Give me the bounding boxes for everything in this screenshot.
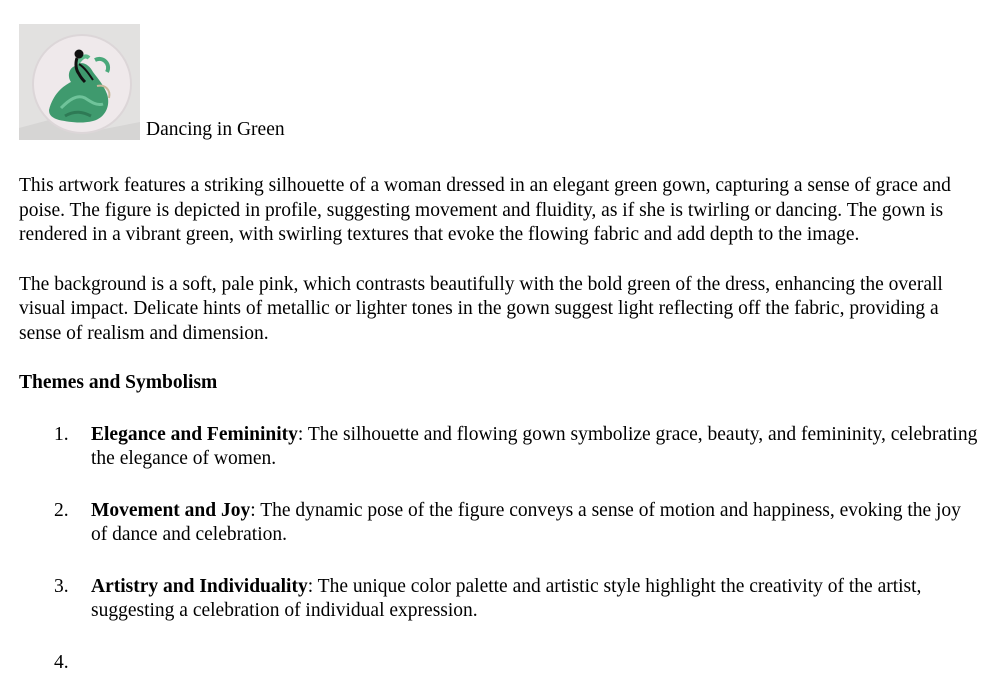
artwork-thumbnail-image	[19, 24, 140, 140]
list-number: 3.	[54, 575, 69, 600]
dancing-woman-painting-icon	[19, 24, 140, 140]
artwork-header	[19, 19, 979, 140]
theme-description: : The silhouette and flowing gown symbolize grace, beauty, and femininity, celebrating the elegance of women.	[91, 424, 977, 470]
artwork-title: Dancing in Green	[146, 118, 285, 142]
list-number: 4.	[54, 651, 69, 675]
theme-term: Elegance and Femininity	[91, 424, 298, 445]
themes-list	[19, 423, 979, 624]
list-item	[19, 499, 979, 548]
theme-term: Movement and Joy	[91, 500, 250, 521]
list-item	[19, 423, 979, 472]
description-paragraph: This artwork features a striking silhouette of a woman dressed in an elegant green gown, capturing a sense of grace and poise. The figure is depicted in profile, suggesting movement and fluidity, as if she is twirling or dancing. The gown is rendered in a vibrant green, with swirling textures that evoke the flowing fabric and add depth to the image.	[19, 174, 979, 248]
list-item	[19, 575, 979, 624]
list-number: 1.	[54, 423, 69, 448]
document-page	[19, 19, 979, 651]
themes-heading: Themes and Symbolism	[19, 371, 979, 396]
theme-description: : The dynamic pose of the figure conveys a sense of motion and happiness, evoking the joy of dance and celebration.	[91, 500, 961, 546]
theme-description: : The unique color palette and artistic style highlight the creativity of the artist, suggesting a celebration of individual expression.	[91, 576, 921, 622]
list-number: 2.	[54, 499, 69, 524]
background-paragraph: The background is a soft, pale pink, which contrasts beautifully with the bold green of the dress, enhancing the overall visual impact. Delicate hints of metallic or lighter tones in the gown suggest light reflecting off the fabric, providing a sense of realism and dimension.	[19, 273, 979, 347]
theme-term: Artistry and Individuality	[91, 576, 308, 597]
